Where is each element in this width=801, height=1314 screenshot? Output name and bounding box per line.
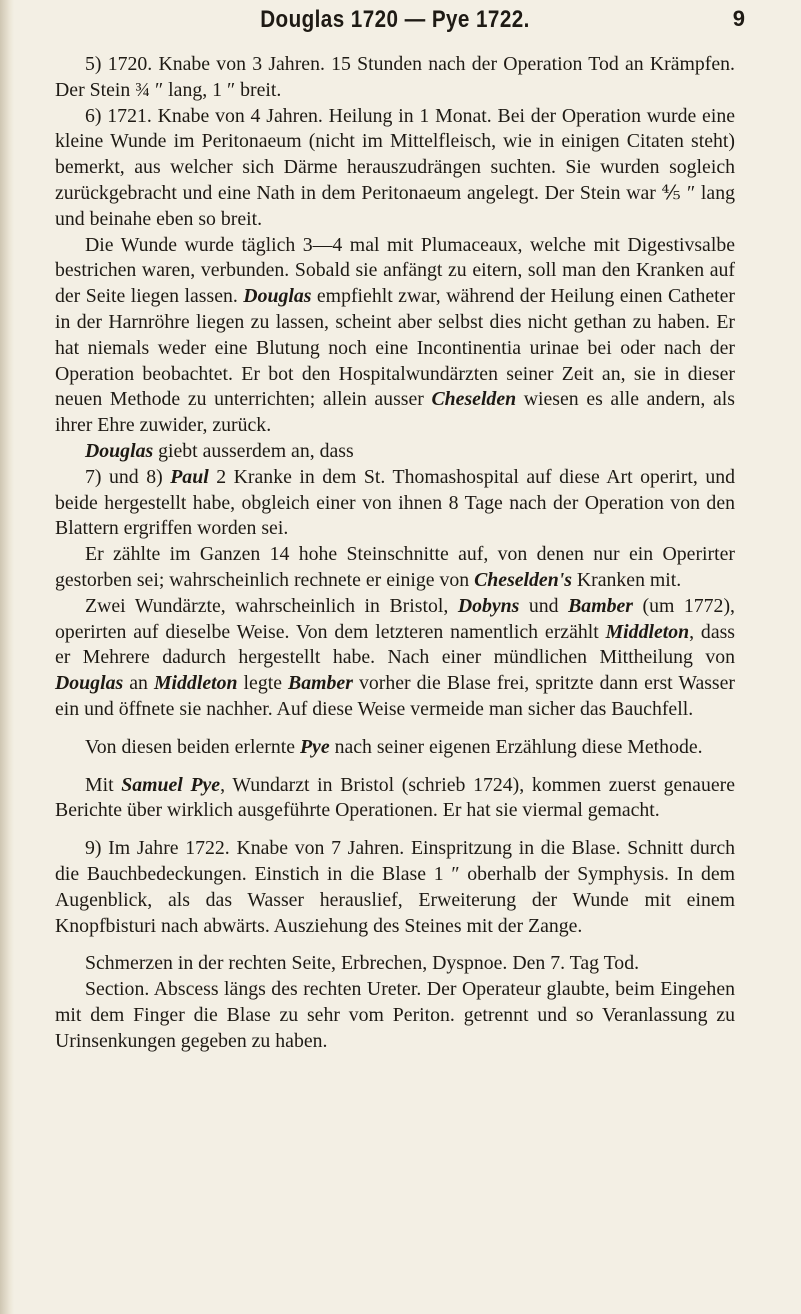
text-run: 5) 1720. Knabe von 3 Jahren. 15 Stunden nach der Operation Tod an Krämpfen. Der Stein ¾ ″ lang, 1 ″ breit. xyxy=(55,53,735,101)
person-name: Douglas xyxy=(55,672,124,695)
text-run: Mit xyxy=(85,773,122,796)
page-number: 9 xyxy=(732,6,745,31)
paragraph xyxy=(55,594,735,723)
paragraph xyxy=(55,977,735,1054)
paragraph xyxy=(55,233,735,439)
person-name: Pye xyxy=(299,735,330,758)
paragraph xyxy=(55,836,735,939)
text-run: an xyxy=(123,672,154,695)
person-name: Bamber xyxy=(288,672,353,695)
text-run: (um 1772), operirten auf dieselbe Weise. Von dem letzteren namentlich erzählt xyxy=(55,594,735,643)
text-run: Von diesen beiden erlernte xyxy=(85,735,300,758)
text-run: Zwei Wundärzte, wahrscheinlich in Bristol, xyxy=(85,594,458,617)
text-run: 7) und 8) xyxy=(85,465,171,488)
text-run: giebt ausserdem an, dass xyxy=(153,439,354,462)
text-run: Section. Abscess längs des rechten Ureter. Der Operateur glaubte, beim Eingehen mit dem Finger die Blase zu sehr vom Periton. getrennt und so Veranlassung zu Urinsenkungen gegeben zu haben. xyxy=(55,978,735,1052)
paragraph xyxy=(55,735,735,761)
person-name: Samuel Pye xyxy=(121,773,221,796)
person-name: Douglas xyxy=(243,285,312,308)
text-run: vorher die Blase frei, spritzte dann erst Wasser ein und öffnete sie nachher. Auf diese Weise vermeide man sicher das Bauchfell. xyxy=(55,672,735,720)
person-name: Cheselden's xyxy=(474,568,572,591)
text-run: Die Wunde wurde täglich 3—4 mal mit Plumaceaux, welche mit Digestivsalbe bestrichen waren, verbunden. Sobald sie anfängt zu eitern, soll man den Kranken auf der Seite liegen lassen. xyxy=(55,233,735,308)
text-run: , dass er Mehrere dadurch hergestellt habe. Nach einer mündlichen Mittheilung von xyxy=(55,620,735,669)
paragraph xyxy=(55,465,735,542)
person-name: Paul xyxy=(170,465,209,488)
person-name: Middleton xyxy=(153,672,238,695)
running-header xyxy=(55,6,745,42)
header-title: Douglas 1720 — Pye 1722. xyxy=(260,6,530,33)
text-run: , Wundarzt in Bristol (schrieb 1724), kommen zuerst genauere Berichte über wirklich ausgeführte Operationen. Er hat sie viermal gemacht. xyxy=(55,773,735,822)
page-spine-shadow xyxy=(0,0,14,1314)
person-name: Bamber xyxy=(568,594,633,617)
paragraph xyxy=(55,773,735,825)
person-name: Douglas xyxy=(85,439,154,462)
body-text xyxy=(55,52,735,1054)
text-run: 9) Im Jahre 1722. Knabe von 7 Jahren. Einspritzung in die Blase. Schnitt durch die Bauchbedeckungen. Einstich in die Blase 1 ″ oberhalb der Symphysis. In dem Augenblick, als das Wasser herauslief, Erweiterung der Wunde mit einem Knopfbisturi nach abwärts. Ausziehung des Steines mit der Zange. xyxy=(55,837,735,937)
paragraph xyxy=(55,542,735,594)
text-run: und xyxy=(519,594,569,617)
text-run: empfiehlt zwar, während der Heilung einen Catheter in der Harnröhre liegen zu lassen, scheint aber selbst dies nicht gethan zu haben. Er hat niemals weder eine Blutung noch eine Incontinentia urinae bei oder nach der Operation beobachtet. Er bot den Hospitalwundärzten seiner Zeit an, sie in dieser neuen Methode zu unterrichten; allein ausser xyxy=(55,285,735,411)
person-name: Cheselden xyxy=(431,388,517,411)
person-name: Middleton xyxy=(605,620,690,643)
text-run: Er zählte im Ganzen 14 hohe Steinschnitte auf, von denen nur ein Operirter gestorben sei; wahrscheinlich rechnete er einige von xyxy=(55,543,735,591)
paragraph xyxy=(55,951,735,977)
paragraph xyxy=(55,439,735,465)
paragraph xyxy=(55,104,735,233)
text-run: nach seiner eigenen Erzählung diese Methode. xyxy=(329,735,703,758)
text-run: Schmerzen in der rechten Seite, Erbrechen, Dyspnoe. Den 7. Tag Tod. xyxy=(85,952,640,975)
text-run: Kranken mit. xyxy=(571,568,682,591)
text-run: wiesen es alle andern, als ihrer Ehre zuwider, zurück. xyxy=(55,388,735,437)
text-run: 2 Kranke in dem St. Thomashospital auf diese Art operirt, und beide hergestellt habe, obgleich einer von ihnen 8 Tage nach der Operation von den Blattern ergriffen worden sei. xyxy=(55,465,736,540)
paragraph xyxy=(55,52,735,104)
person-name: Dobyns xyxy=(457,594,520,617)
text-run: legte xyxy=(237,672,289,695)
text-run: 6) 1721. Knabe von 4 Jahren. Heilung in 1 Monat. Bei der Operation wurde eine kleine Wunde im Peritonaeum (nicht im Mittelfleisch, wie in einigen Citaten steht) bemerkt, aus welcher sich Därme herauszudrängen suchten. Sie wurden sogleich zurückgebracht und eine Nath in dem Peritonaeum angelegt. Der Stein war ⅘ ″ lang und beinahe eben so breit. xyxy=(55,104,735,230)
